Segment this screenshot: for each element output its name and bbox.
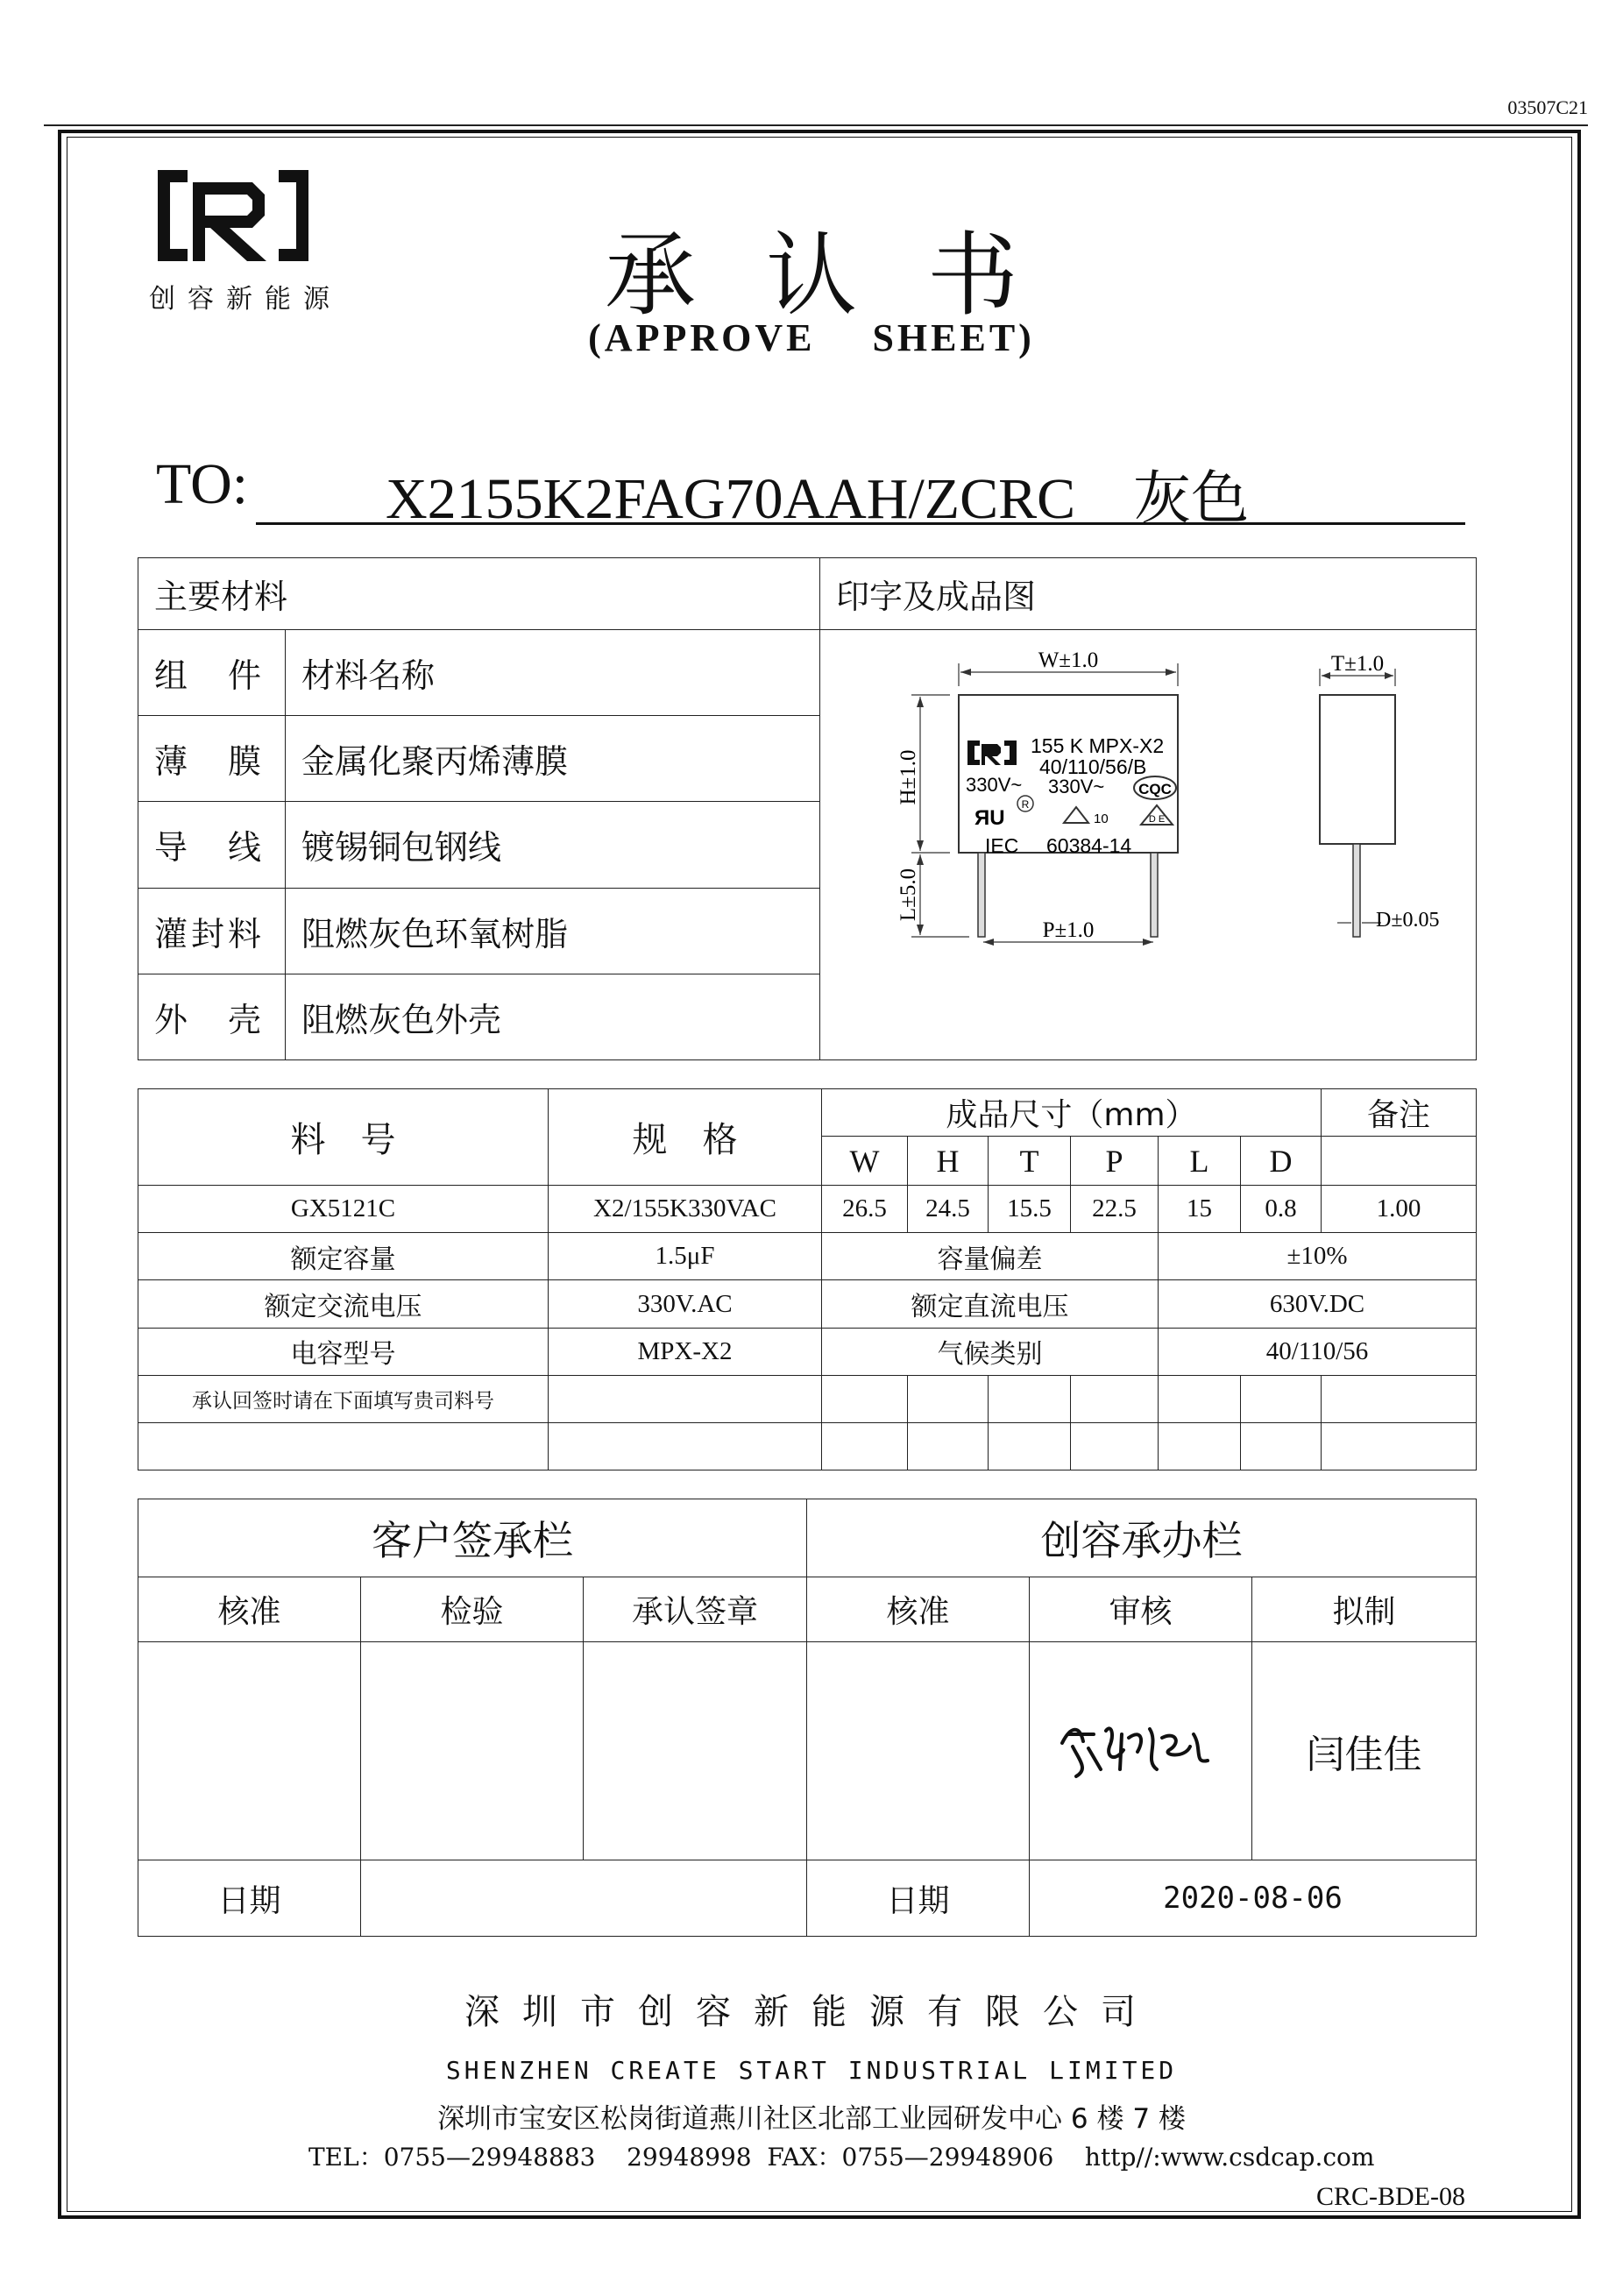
registered-mark-text: R [1021, 798, 1030, 811]
dim-p-label: P±1.0 [1042, 918, 1095, 942]
reviewer-signature [1030, 1641, 1252, 1860]
customer-pn-cell [822, 1375, 908, 1422]
model-label: 电容型号 [138, 1328, 549, 1375]
customer-pn-cell [549, 1422, 822, 1470]
component-potting: 灌封料 [138, 888, 286, 974]
customer-pn-cell [1159, 1375, 1241, 1422]
marking-line-3: 330V~ [1048, 776, 1105, 797]
customer-pn-cell [908, 1422, 989, 1470]
to-label: TO: [156, 452, 249, 516]
material-film: 金属化聚丙烯薄膜 [286, 716, 820, 802]
customer-pn-cell [1241, 1422, 1322, 1470]
customer-stamp-header: 承认签章 [584, 1577, 807, 1641]
spec-header: 规 格 [549, 1089, 822, 1186]
dim-l-label: L±5.0 [897, 868, 920, 922]
customer-date-label: 日期 [138, 1860, 361, 1937]
dim-t-header: T [989, 1137, 1071, 1186]
customer-pn-cell [1322, 1375, 1477, 1422]
remark-header: 备注 [1322, 1089, 1477, 1137]
customer-pn-cell [138, 1422, 549, 1470]
ul-mark-icon: ЯU [975, 806, 1005, 830]
company-name-cn: 深圳市创容新能源有限公司 [464, 1992, 1159, 2032]
marking-iec: IEC [985, 834, 1019, 857]
cqc-text: CQC [1138, 781, 1172, 797]
materials-header: 主要材料 [138, 558, 820, 630]
rated-capacitance-value: 1.5μF [549, 1233, 822, 1280]
marking-line-1: 155 K MPX-X2 [1031, 734, 1165, 757]
dc-voltage-label: 额定直流电压 [822, 1280, 1159, 1328]
handwritten-signature-icon [1053, 1708, 1229, 1787]
ac-voltage-label: 额定交流电压 [138, 1280, 549, 1328]
drawing-header: 印字及成品图 [820, 558, 1477, 630]
customer-pn-cell [908, 1375, 989, 1422]
dim-t-value: 15.5 [989, 1186, 1071, 1233]
customer-date-field[interactable] [361, 1860, 807, 1937]
customer-pn-cell [1159, 1422, 1241, 1470]
customer-pn-cell [549, 1375, 822, 1422]
capacitor-side-body [1320, 695, 1395, 844]
form-code: CRC-BDE-08 [1315, 2182, 1465, 2211]
component-column-header: 组 件 [138, 630, 286, 716]
signoff-table [138, 1499, 1477, 1937]
dim-d-label: D±0.05 [1376, 909, 1440, 932]
lead-right [1151, 853, 1158, 937]
customer-pn-cell [1071, 1375, 1159, 1422]
customer-stamp-area[interactable] [584, 1641, 807, 1860]
material-potting: 阻燃灰色环氧树脂 [286, 888, 820, 974]
component-lead: 导 线 [138, 802, 286, 888]
company-approve-header: 核准 [807, 1577, 1030, 1641]
dim-l-value: 15 [1159, 1186, 1241, 1233]
marking-standard: 60384-14 [1046, 834, 1132, 857]
part-no-value: GX5121C [138, 1186, 549, 1233]
dim-p-value: 22.5 [1071, 1186, 1159, 1233]
tolerance-value: ±10% [1159, 1233, 1477, 1280]
customer-part-no-label: 承认回签时请在下面填写贵司料号 [138, 1375, 549, 1422]
company-name-en: SHENZHEN CREATE START INDUSTRIAL LIMITED [445, 2056, 1178, 2085]
material-case: 阻燃灰色外壳 [286, 974, 820, 1059]
logo-text: 创容新能源 [149, 284, 342, 315]
model-value: MPX-X2 [549, 1328, 822, 1375]
company-signoff-header: 创容承办栏 [807, 1499, 1477, 1577]
company-contact: TEL：0755—29948883 29948998 FAX：0755—29948906 http//:www.csdcap.com [308, 2143, 1375, 2172]
customer-pn-cell [1241, 1375, 1322, 1422]
spec-value: X2/155K330VAC [549, 1186, 822, 1233]
customer-signoff-header: 客户签承栏 [138, 1499, 807, 1577]
company-date-label: 日期 [807, 1860, 1030, 1937]
dc-voltage-value: 630V.DC [1159, 1280, 1477, 1328]
component-film: 薄 膜 [138, 716, 286, 802]
materials-table [138, 557, 1477, 1060]
company-approve-signature [807, 1641, 1030, 1860]
dims-header: 成品尺寸（mm） [822, 1089, 1322, 1137]
customer-pn-cell [1071, 1422, 1159, 1470]
dim-w-header: W [822, 1137, 908, 1186]
spec-table [138, 1088, 1477, 1470]
tolerance-label: 容量偏差 [822, 1233, 1159, 1280]
customer-pn-cell [1322, 1422, 1477, 1470]
customer-pn-cell [822, 1422, 908, 1470]
capacitor-drawing [820, 630, 1476, 1059]
part-no-header: 料 号 [138, 1089, 549, 1186]
dim-w-value: 26.5 [822, 1186, 908, 1233]
top-rule [44, 124, 1588, 126]
climate-label: 气候类别 [822, 1328, 1159, 1375]
dim-d-value: 0.8 [1241, 1186, 1322, 1233]
company-date-value: 2020-08-06 [1030, 1860, 1477, 1937]
side-lead [1353, 844, 1360, 937]
dim-h-header: H [908, 1137, 989, 1186]
to-value: X2155K2FAG70AAH/ZCRC 灰色 [386, 467, 1250, 531]
company-prepare-header: 拟制 [1252, 1577, 1477, 1641]
dim-l-header: L [1159, 1137, 1241, 1186]
climate-value: 40/110/56 [1159, 1328, 1477, 1375]
document-code: 03507C21 [1507, 96, 1588, 118]
lead-left [978, 853, 985, 937]
customer-approve-header: 核准 [138, 1577, 361, 1641]
dim-d-header: D [1241, 1137, 1322, 1186]
customer-inspect-header: 检验 [361, 1577, 584, 1641]
remark-value: 1.00 [1322, 1186, 1477, 1233]
product-drawing-cell [820, 630, 1477, 1060]
company-address: 深圳市宝安区松岗街道燕川社区北部工业园研发中心 6 楼 7 楼 [437, 2103, 1186, 2135]
to-underline [256, 522, 1465, 525]
dim-p-header: P [1071, 1137, 1159, 1186]
customer-approve-signature[interactable] [138, 1641, 361, 1860]
page-subtitle: (APPROVE SHEET) [588, 316, 1035, 359]
company-review-header: 审核 [1030, 1577, 1252, 1641]
vde-mark-text: D E [1148, 814, 1166, 825]
dim-w-label: W±1.0 [1038, 648, 1099, 672]
page-title: 承认书 [604, 222, 1088, 329]
remark-blank [1322, 1137, 1477, 1186]
preparer-name: 闫佳佳 [1252, 1641, 1477, 1860]
marking-voltage-left: 330V~ [966, 774, 1023, 796]
material-lead: 镀锡铜包钢线 [286, 802, 820, 888]
component-case: 外 壳 [138, 974, 286, 1059]
customer-pn-cell [989, 1375, 1071, 1422]
dim-h-label: H±1.0 [897, 749, 920, 805]
to-line [156, 451, 1250, 531]
dim-h-value: 24.5 [908, 1186, 989, 1233]
dim-t-label: T±1.0 [1330, 652, 1385, 676]
ac-voltage-value: 330V.AC [549, 1280, 822, 1328]
rated-capacitance-label: 额定容量 [138, 1233, 549, 1280]
customer-pn-cell [989, 1422, 1071, 1470]
k-mark-number: 10 [1094, 811, 1109, 826]
marking-line-2: 40/110/56/B [1039, 755, 1147, 778]
material-column-header: 材料名称 [286, 630, 820, 716]
customer-inspect-signature[interactable] [361, 1641, 584, 1860]
